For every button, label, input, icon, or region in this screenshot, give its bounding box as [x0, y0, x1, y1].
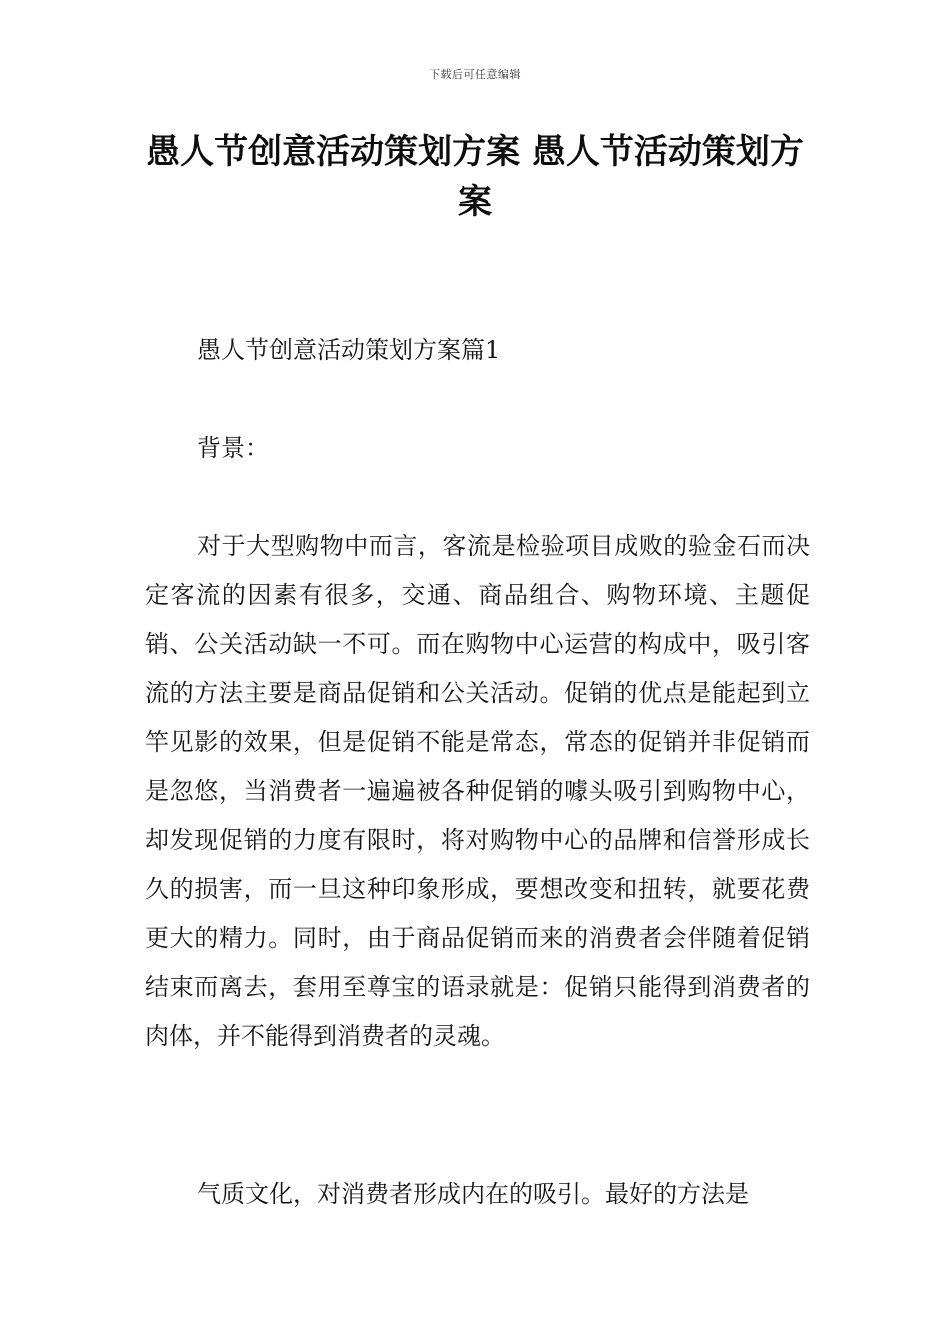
body-paragraph: 气质文化，对消费者形成内在的吸引。最好的方法是: [197, 1180, 749, 1208]
body-paragraph: 对于大型购物中而言，客流是检验项目成败的验金石而决定客流的因素有很多，交通、商品组合、购物环境、主题促销、公关活动缺一不可。而在购物中心运营的构成中，吸引客流的方法主要是商品促销和公关活动。促销的优点是能起到立竿见影的效果，但是促销不能是常态，常态的促销并非促销而是忽悠，当消费者一遍遍被各种促销的噱头吸引到购物中心，却发现促销的力度有限时，将对购物中心的品牌和信誉形成长久的损害，而一旦这种印象形成，要想改变和扭转，就要花费更大的精力。同时，由于商品促销而来的消费者会伴随着促销结束而离去，套用至尊宝的语录就是：促销只能得到消费者的肉体，并不能得到消费者的灵魂。: [145, 532, 810, 1050]
section-heading: 愚人节创意活动策划方案篇1: [197, 336, 501, 364]
document-title: 愚人节创意活动策划方案 愚人节活动策划方案: [146, 132, 804, 222]
background-label: 背景：: [197, 434, 269, 462]
header-note: 下载后可任意编辑: [429, 68, 521, 81]
